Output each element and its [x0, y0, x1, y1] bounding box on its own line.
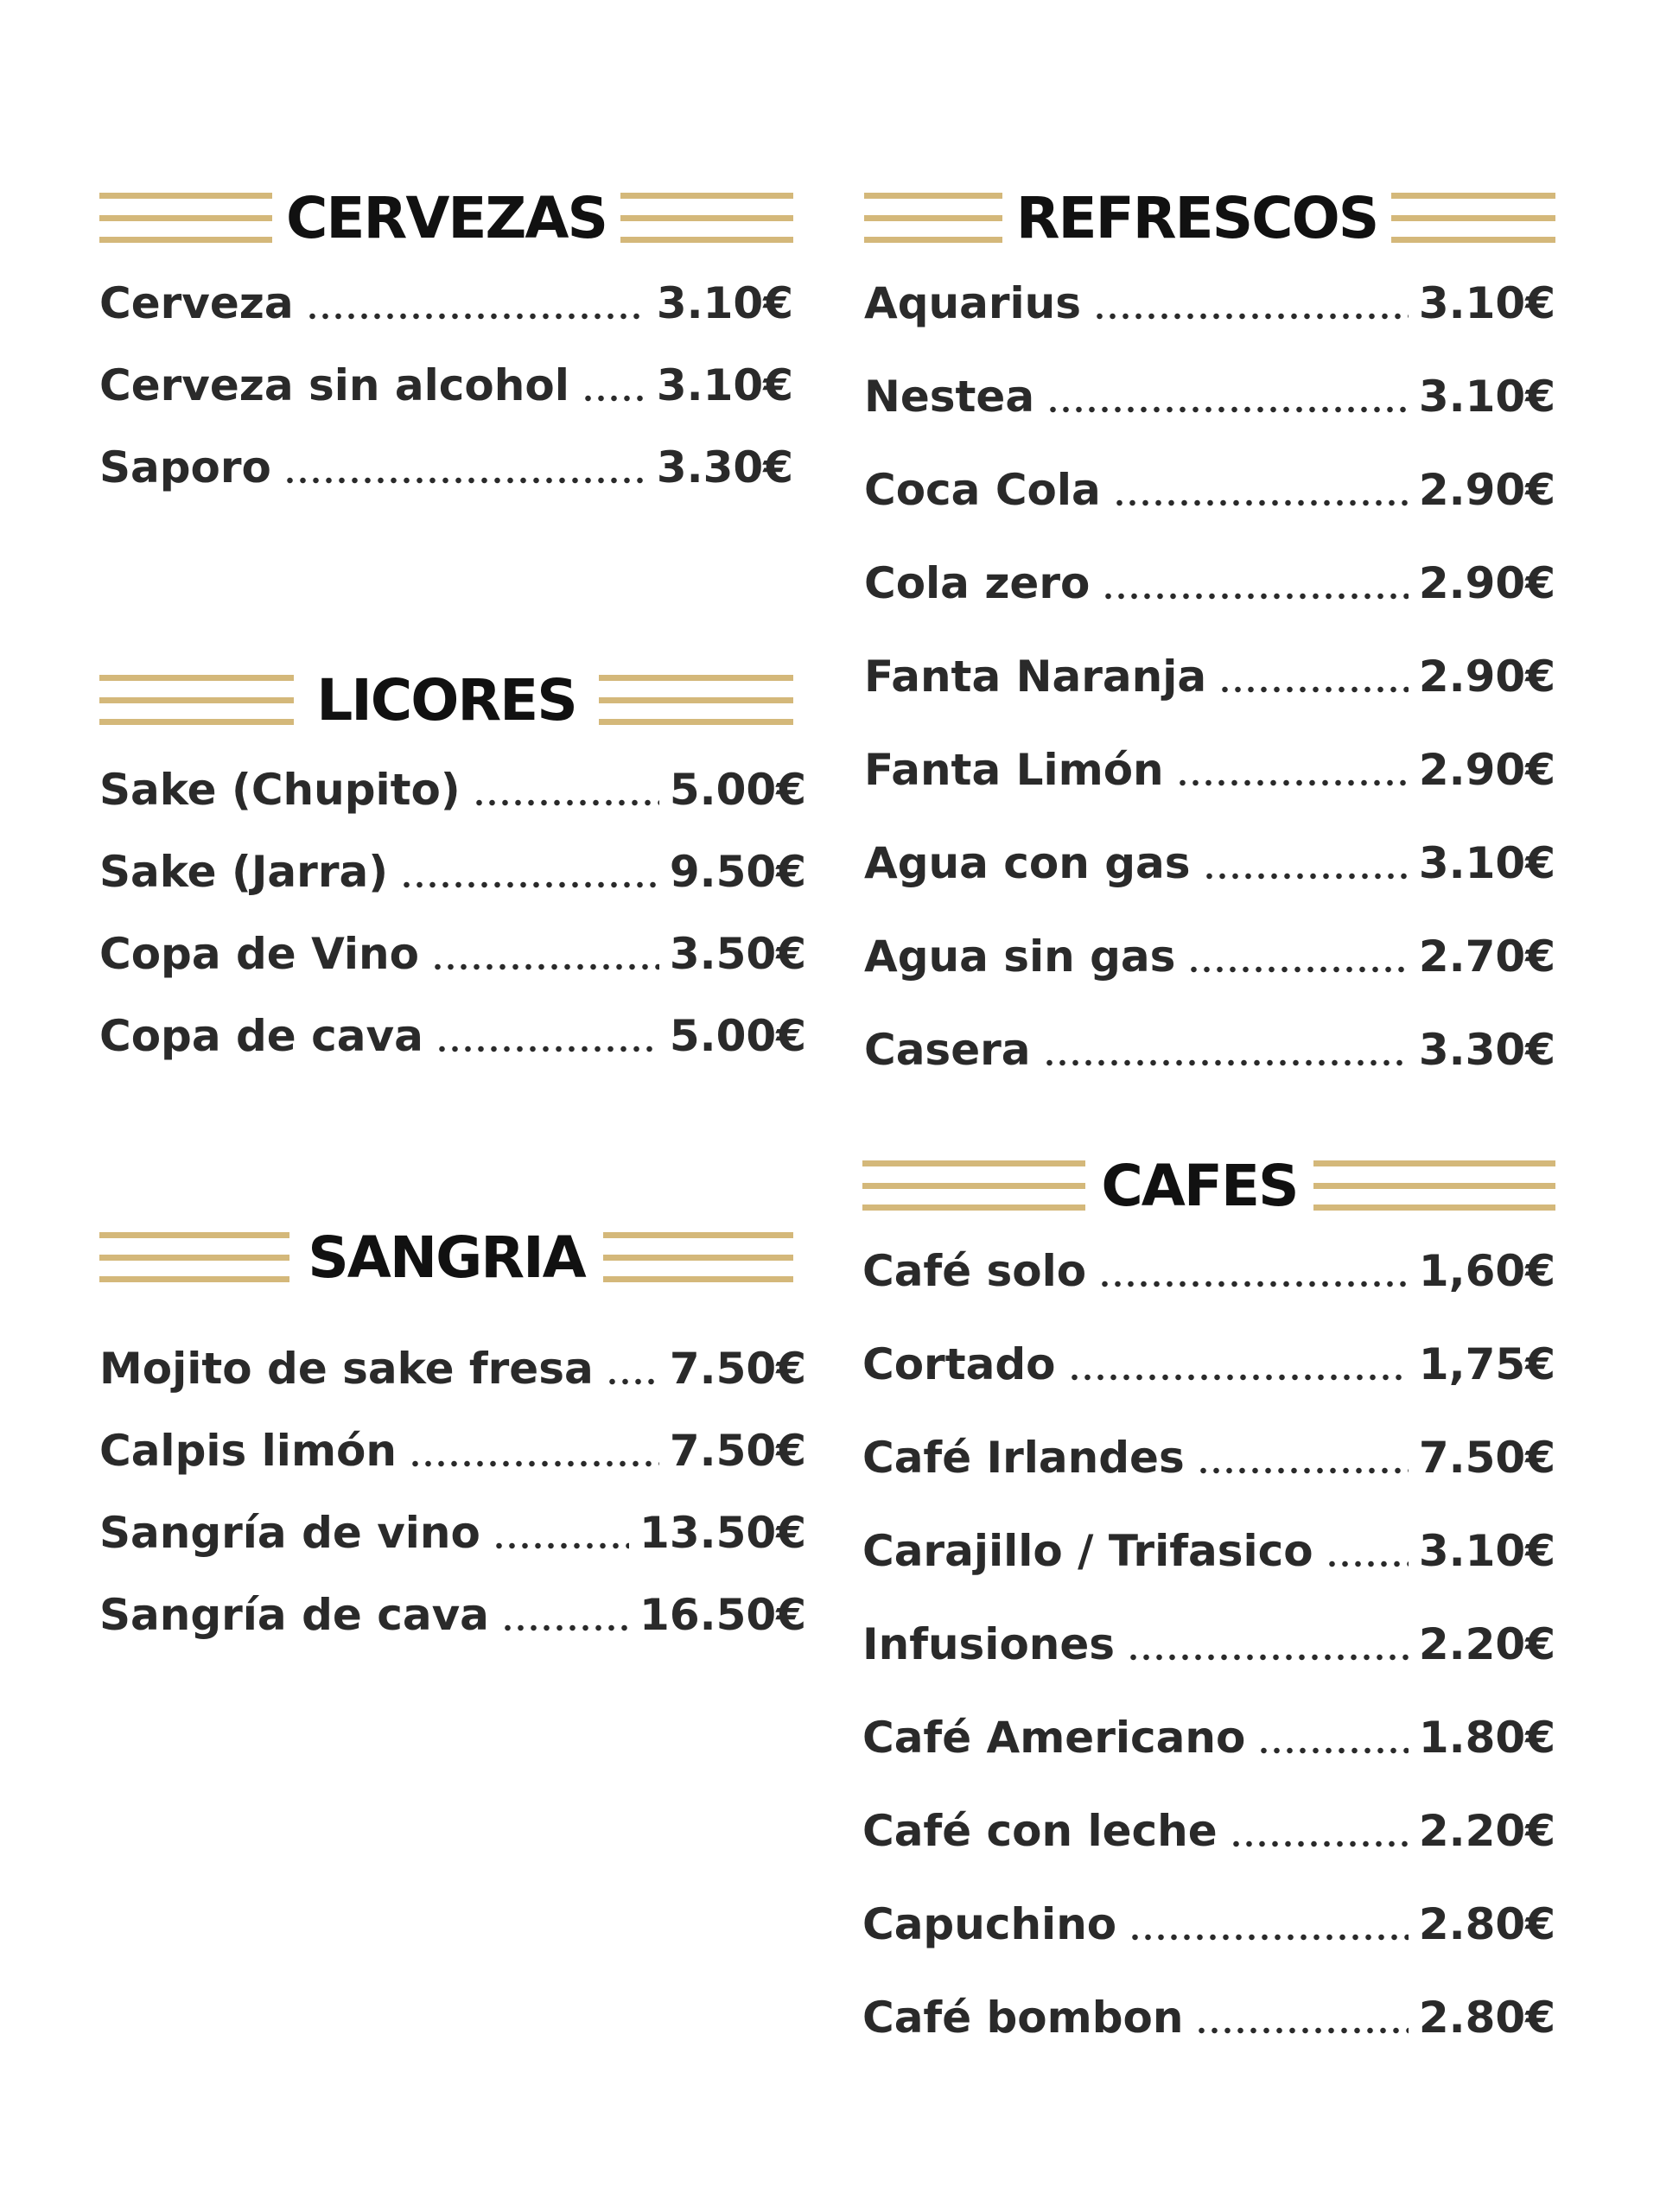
menu-item-name: Agua con gas [864, 838, 1191, 888]
menu-item [862, 1899, 1555, 1953]
dot-leader [493, 1542, 629, 1549]
menu-item [862, 1433, 1555, 1486]
menu-item [99, 1344, 806, 1397]
dot-leader [1068, 1374, 1409, 1381]
menu-item [864, 1025, 1555, 1078]
dot-leader [1176, 779, 1409, 786]
menu-item [862, 1339, 1555, 1393]
menu-item-price: 9.50€ [669, 847, 806, 897]
dot-leader [1093, 313, 1409, 320]
section-title: SANGRIA [308, 1224, 585, 1291]
menu-item [99, 847, 806, 900]
decorative-lines [99, 1232, 289, 1282]
menu-item-name: Fanta Limón [864, 745, 1164, 795]
dot-leader [409, 1460, 659, 1467]
menu-item-name: Calpis limón [99, 1426, 397, 1476]
menu-item [99, 1508, 806, 1561]
menu-item-name: Café Americano [862, 1713, 1246, 1763]
menu-item [99, 765, 806, 818]
menu-item-price: 1,60€ [1418, 1246, 1555, 1296]
dot-leader [1218, 686, 1409, 693]
menu-item-price: 2.80€ [1418, 1899, 1555, 1949]
section-sangria [99, 1223, 806, 1672]
decorative-lines [99, 675, 294, 725]
menu-item-name: Café bombon [862, 1993, 1184, 2043]
menu-item-name: Nestea [864, 372, 1035, 422]
section-heading-cervezas [99, 183, 793, 252]
dot-leader [1257, 1747, 1409, 1754]
menu-item-price: 2.20€ [1418, 1619, 1555, 1669]
menu-item [864, 745, 1555, 798]
dot-leader [501, 1624, 629, 1631]
menu-item [864, 465, 1555, 518]
decorative-lines [864, 193, 1002, 243]
section-licores [99, 665, 806, 1080]
section-cervezas [99, 183, 793, 512]
menu-item-price: 7.50€ [669, 1426, 806, 1476]
dot-leader [1187, 966, 1408, 973]
menu-item-name: Cerveza [99, 278, 294, 328]
dot-leader [582, 395, 646, 402]
menu-item-price: 2.90€ [1418, 558, 1555, 608]
section-cafes [862, 1151, 1555, 2084]
menu-item-name: Copa de Vino [99, 929, 419, 979]
dot-leader [283, 477, 646, 484]
menu-item [99, 929, 806, 982]
menu-item [862, 1806, 1555, 1859]
section-heading-refrescos [864, 183, 1555, 252]
section-title: CERVEZAS [286, 184, 607, 251]
dot-leader [1195, 2027, 1408, 2034]
menu-item-price: 3.30€ [1418, 1025, 1555, 1075]
menu-item-price: 1,75€ [1418, 1339, 1555, 1389]
decorative-lines [1313, 1160, 1555, 1211]
menu-item-name: Saporo [99, 442, 271, 493]
menu-item-name: Café con leche [862, 1806, 1218, 1856]
menu-item-price: 16.50€ [639, 1590, 806, 1640]
menu-item [862, 1619, 1555, 1673]
menu-item-name: Copa de cava [99, 1011, 423, 1061]
menu-item-price: 2.70€ [1418, 931, 1555, 982]
section-title: REFRESCOS [1015, 184, 1378, 251]
decorative-lines [99, 193, 272, 243]
dot-leader [1127, 1654, 1409, 1661]
menu-item [864, 558, 1555, 612]
menu-item-price: 7.50€ [669, 1344, 806, 1394]
dot-leader [473, 799, 659, 806]
menu-item [864, 652, 1555, 705]
dot-leader [1046, 406, 1409, 413]
decorative-lines [620, 193, 793, 243]
decorative-lines [862, 1160, 1085, 1211]
menu-item-price: 2.80€ [1418, 1993, 1555, 2043]
menu-item-name: Fanta Naranja [864, 652, 1207, 702]
menu-item-price: 3.10€ [1418, 278, 1555, 328]
dot-leader [1102, 593, 1408, 600]
menu-item [862, 1713, 1555, 1766]
dot-leader [431, 963, 659, 970]
menu-item [99, 278, 793, 332]
menu-item-name: Carajillo / Trifasico [862, 1526, 1313, 1576]
menu-item-name: Café solo [862, 1246, 1087, 1296]
menu-item-price: 2.90€ [1418, 745, 1555, 795]
menu-item-name: Coca Cola [864, 465, 1101, 515]
menu-item-price: 3.10€ [1418, 1526, 1555, 1576]
menu-item-name: Agua sin gas [864, 931, 1176, 982]
dot-leader [436, 1046, 659, 1052]
menu-item [99, 1590, 806, 1643]
menu-item-price: 7.50€ [1418, 1433, 1555, 1483]
menu-item [99, 1011, 806, 1065]
dot-leader [1326, 1560, 1409, 1567]
menu-item [864, 372, 1555, 425]
section-heading-licores [99, 665, 793, 734]
dot-leader [1043, 1059, 1409, 1066]
menu-item-price: 2.90€ [1418, 652, 1555, 702]
dot-leader [400, 881, 659, 888]
menu-item-name: Sangría de cava [99, 1590, 489, 1640]
decorative-lines [599, 675, 793, 725]
menu-item [99, 360, 793, 414]
section-refrescos [864, 183, 1555, 1125]
section-title: CAFES [1101, 1152, 1298, 1219]
menu-item-price: 3.10€ [1418, 372, 1555, 422]
menu-item-name: Mojito de sake fresa [99, 1344, 594, 1394]
menu-item-price: 3.10€ [656, 360, 793, 410]
section-title: LICORES [316, 666, 576, 734]
menu-item-price: 5.00€ [669, 1011, 806, 1061]
menu-item [99, 442, 793, 496]
menu-item-name: Infusiones [862, 1619, 1116, 1669]
menu-item-price: 2.20€ [1418, 1806, 1555, 1856]
menu-item [864, 931, 1555, 985]
dot-leader [606, 1378, 659, 1385]
menu-item-name: Sake (Jarra) [99, 847, 389, 897]
menu-item-name: Sangría de vino [99, 1508, 480, 1558]
dot-leader [1129, 1934, 1409, 1941]
menu-item-name: Cortado [862, 1339, 1056, 1389]
menu-item [864, 278, 1555, 332]
menu-item-name: Aquarius [864, 278, 1081, 328]
menu-item-price: 2.90€ [1418, 465, 1555, 515]
dot-leader [1230, 1840, 1409, 1847]
menu-item-price: 3.10€ [1418, 838, 1555, 888]
section-heading-sangria [99, 1223, 793, 1292]
dot-leader [1203, 873, 1409, 880]
menu-item-name: Cola zero [864, 558, 1091, 608]
menu-item-price: 3.50€ [669, 929, 806, 979]
section-heading-cafes [862, 1151, 1555, 1220]
menu-item [99, 1426, 806, 1479]
dot-leader [1113, 499, 1409, 506]
menu-item-name: Sake (Chupito) [99, 765, 461, 815]
menu-item [862, 1246, 1555, 1300]
dot-leader [306, 313, 646, 320]
decorative-lines [1391, 193, 1555, 243]
menu-item [864, 838, 1555, 892]
menu-item-price: 3.30€ [656, 442, 793, 493]
menu-item [862, 1993, 1555, 2046]
menu-item-name: Capuchino [862, 1899, 1117, 1949]
dot-leader [1197, 1467, 1409, 1474]
menu-item-price: 3.10€ [656, 278, 793, 328]
menu-item-price: 1.80€ [1418, 1713, 1555, 1763]
menu-item-price: 13.50€ [639, 1508, 806, 1558]
menu-item-name: Casera [864, 1025, 1031, 1075]
dot-leader [1098, 1281, 1409, 1287]
menu-item [862, 1526, 1555, 1580]
decorative-lines [603, 1232, 793, 1282]
menu-item-name: Cerveza sin alcohol [99, 360, 569, 410]
menu-item-name: Café Irlandes [862, 1433, 1185, 1483]
menu-item-price: 5.00€ [669, 765, 806, 815]
